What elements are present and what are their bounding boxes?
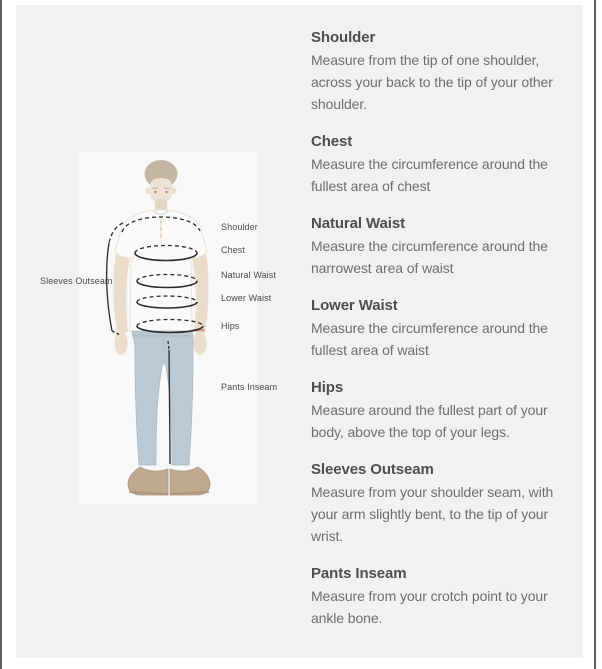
section-hips: [311, 377, 583, 443]
section-title: Lower Waist: [311, 297, 398, 314]
section-title: Shoulder: [311, 29, 376, 46]
figure-label-hips: Hips: [221, 321, 240, 331]
section-body: Measure the circumference around the fullest area of chest: [311, 156, 548, 194]
section-title: Hips: [311, 379, 344, 396]
size-guide-panel: [16, 5, 583, 658]
section-lower-waist: [311, 295, 583, 361]
figure-label-pants-inseam: Pants Inseam: [221, 382, 278, 392]
figure-label-chest: Chest: [221, 245, 246, 255]
measurement-descriptions: [311, 27, 583, 645]
left-border-line: [0, 0, 2, 669]
section-body: Measure from your shoulder seam, with your arm slightly bent, to the tip of your wrist.: [311, 484, 554, 544]
section-title: Natural Waist: [311, 215, 405, 232]
section-body: Measure from your crotch point to your ankle bone.: [311, 588, 548, 626]
section-natural-waist: [311, 213, 583, 279]
section-pants-inseam: [311, 563, 583, 629]
right-border-line: [594, 0, 596, 669]
section-body: Measure from the tip of one shoulder, across your back to the tip of your other shoulder.: [311, 52, 553, 112]
section-title: Pants Inseam: [311, 565, 407, 582]
figure-label-shoulder: Shoulder: [221, 222, 258, 232]
section-sleeves-outseam: [311, 459, 583, 547]
section-shoulder: [311, 27, 583, 115]
section-body: Measure the circumference around the fullest area of waist: [311, 320, 548, 358]
section-chest: [311, 131, 583, 197]
section-body: Measure around the fullest part of your body, above the top of your legs.: [311, 402, 548, 440]
figure-label-lower-waist: Lower Waist: [221, 293, 272, 303]
section-body: Measure the circumference around the narrowest area of waist: [311, 238, 548, 276]
man-figure-illustration: [16, 5, 316, 658]
measurement-figure: [16, 5, 316, 658]
section-title: Sleeves Outseam: [311, 461, 434, 478]
figure-label-sleeves-outseam: Sleeves Outseam: [40, 276, 113, 286]
section-title: Chest: [311, 133, 353, 150]
figure-label-natural-waist: Natural Waist: [221, 270, 276, 280]
